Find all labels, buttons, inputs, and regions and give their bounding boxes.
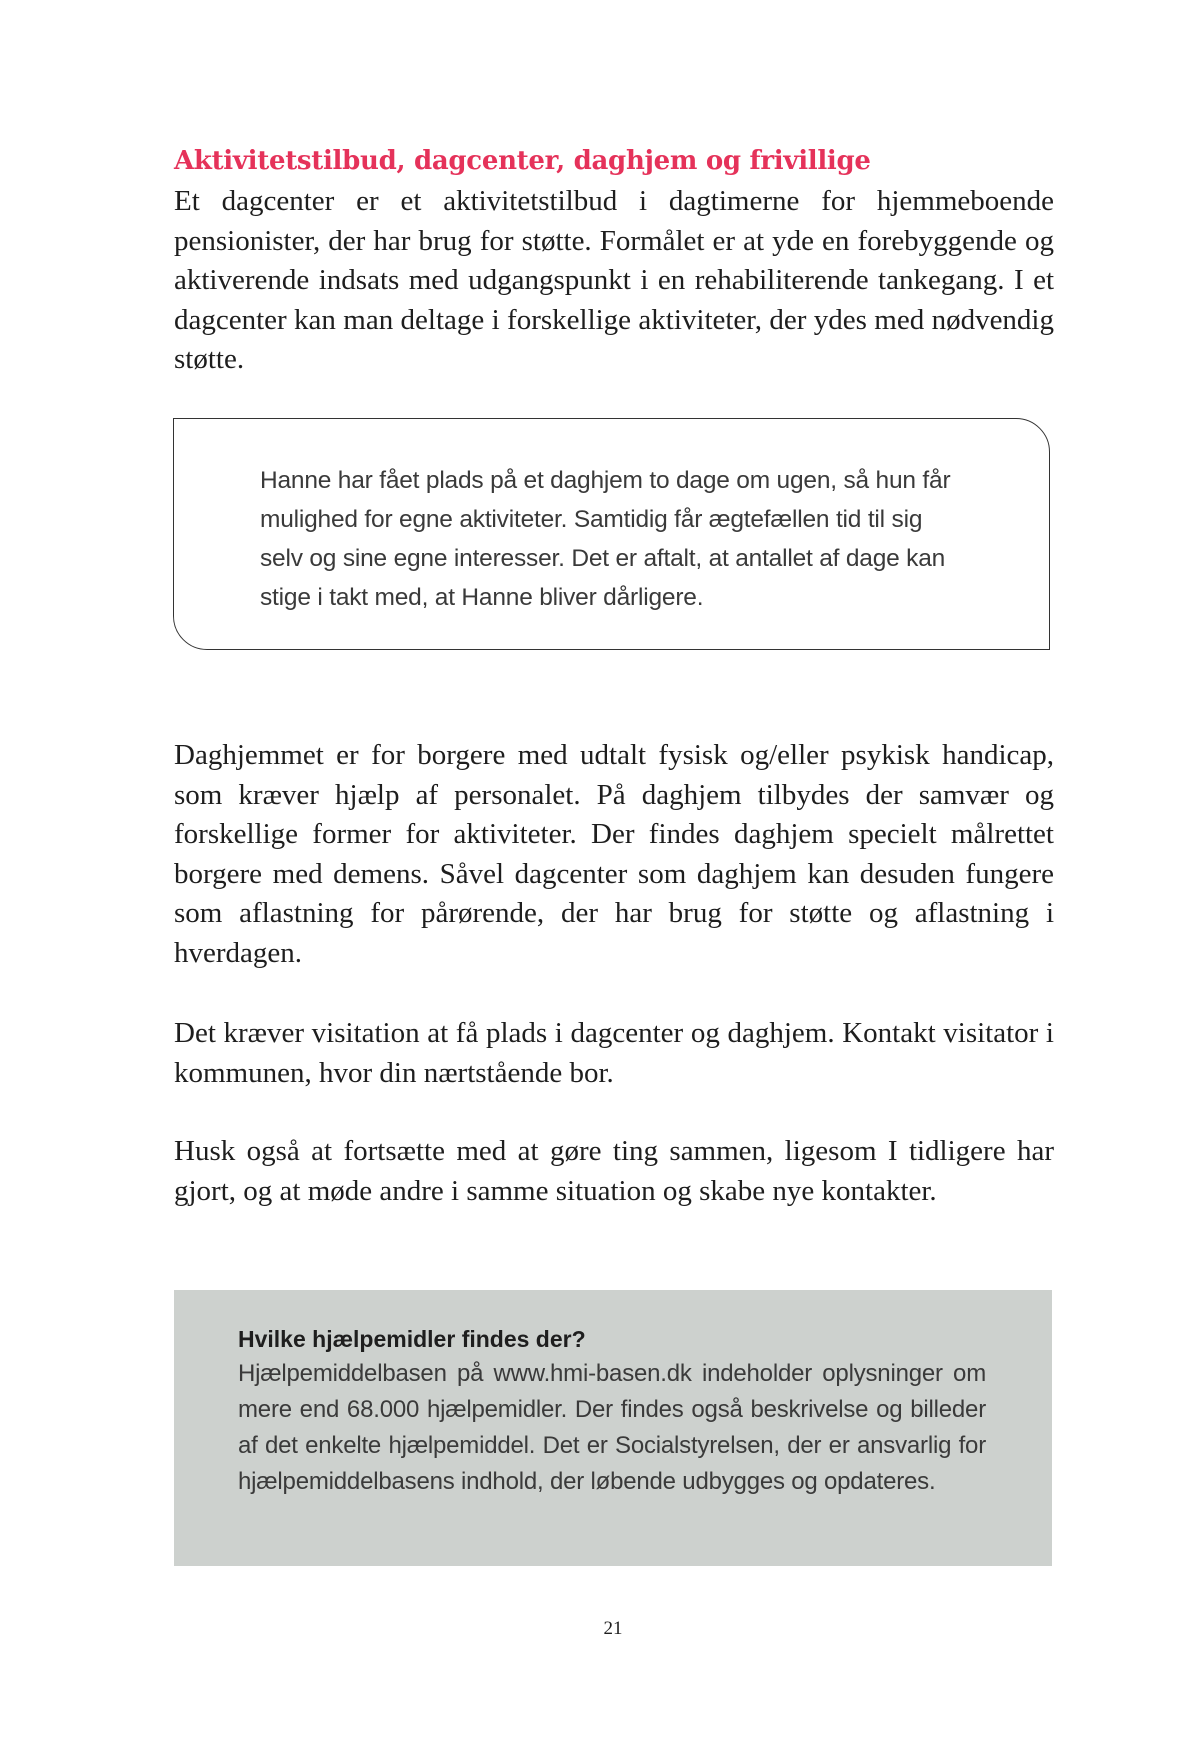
husk-paragraph: Husk også at fortsætte med at gøre ting sammen, ligesom I tidligere har gjort, og at møde andre i samme situation og skabe nye kontakter. (174, 1135, 1054, 1207)
daghjem-paragraph: Daghjemmet er for borgere med udtalt fysisk og/eller psykisk handicap, som kræver hjælp af personalet. På daghjem tilbydes der samvær og forskellige former for aktiviteter. Der findes daghjem specielt målrettet borgere med demens. Såvel dagcenter som daghjem kan desuden fungere som aflastning for pårørende, der har brug for støtte og aflastning i hverdagen. (174, 739, 1054, 969)
section-heading: Aktivitetstilbud, dagcenter, daghjem og frivillige (174, 146, 871, 176)
info-box-hjaelpemidler (174, 1290, 1052, 1566)
visitation-paragraph: Det kræver visitation at få plads i dagcenter og daghjem. Kontakt visitator i kommunen, hvor din nærtstående bor. (174, 1017, 1054, 1089)
case-quote-text: Hanne har fået plads på et daghjem to dage om ugen, så hun får mulighed for egne aktiviteter. Samtidig får ægtefællen tid til sig selv og sine egne interesser. Det er aftalt, at antallet af dage kan stige i takt med, at Hanne bliver dårligere. (260, 467, 951, 611)
info-box-text: Hjælpemiddelbasen på www.hmi-basen.dk indeholder oplysninger om mere end 68.000 hjælpemidler. Der findes også beskrivelse og billeder af det enkelte hjælpemiddel. Det er Socialstyrelsen, der er ansvarlig for hjælpemiddelbasens indhold, der løbende udbygges og opdateres. (238, 1360, 986, 1495)
case-quote-box (173, 418, 1050, 650)
intro-paragraph: Et dagcenter er et aktivitetstilbud i dagtimerne for hjemmeboende pensionister, der har brug for støtte. Formålet er at yde en forebyggende og aktiverende indsats med udgangspunkt i en rehabiliterende tankegang. I et dagcenter kan man deltage i forskellige aktiviteter, der ydes med nødvendig støtte. (174, 185, 1054, 375)
page-number: 21 (603, 1618, 623, 1639)
info-box-title: Hvilke hjælpemidler findes der? (238, 1326, 586, 1352)
